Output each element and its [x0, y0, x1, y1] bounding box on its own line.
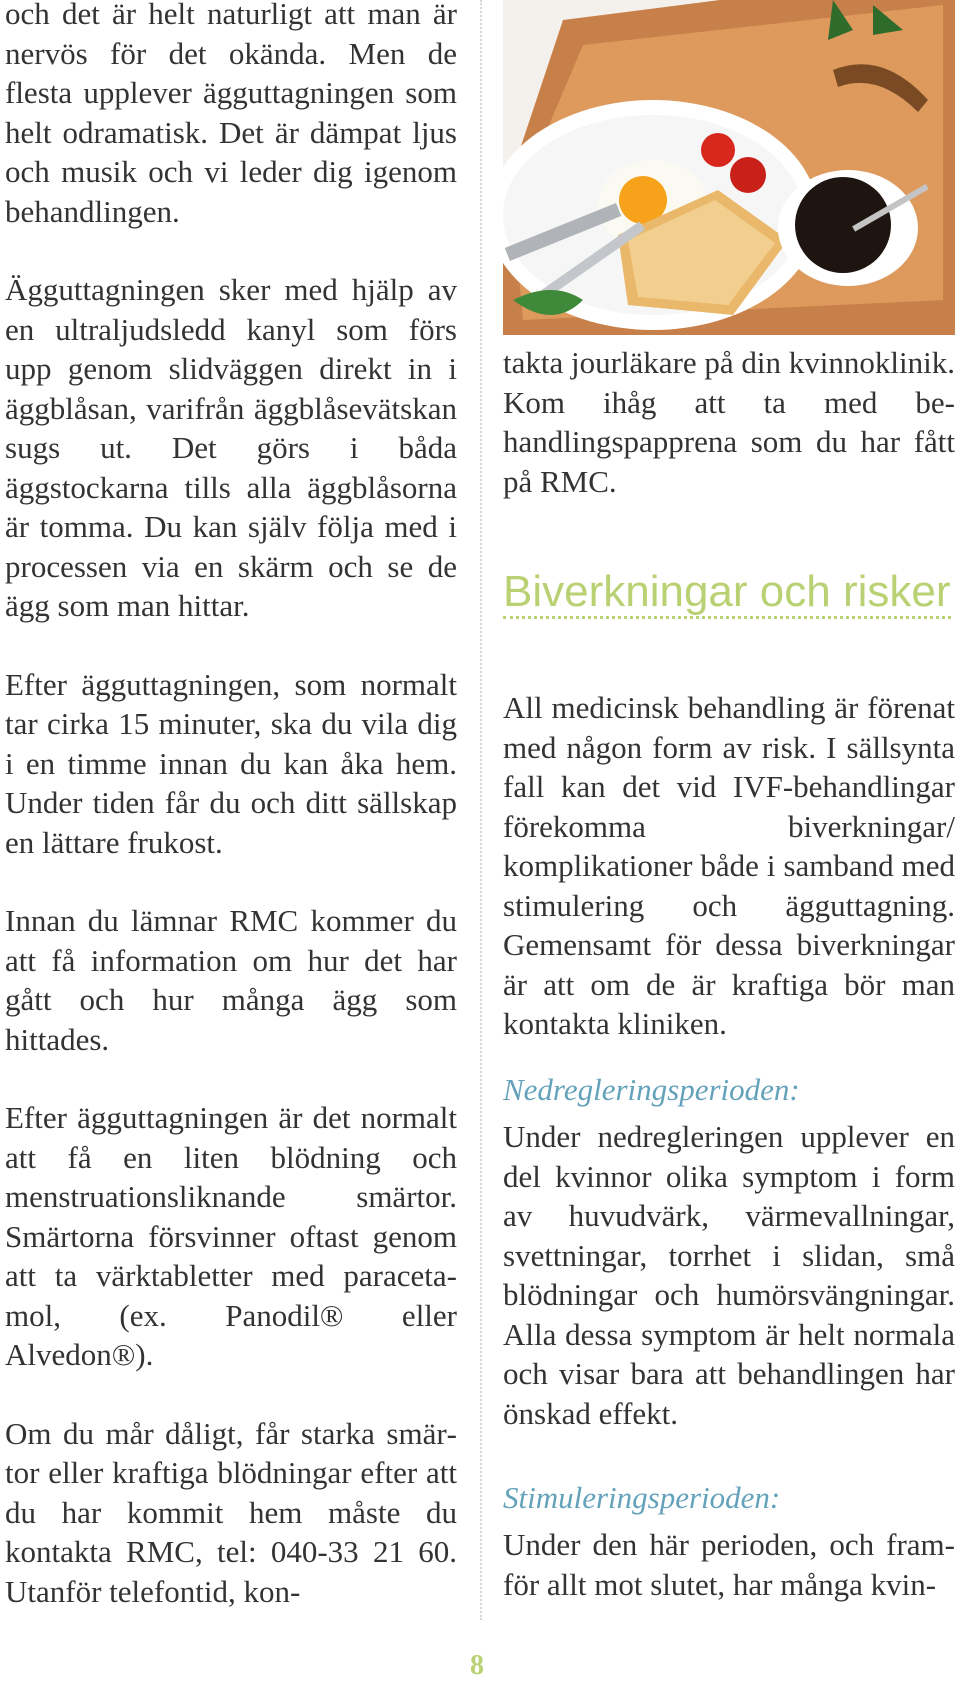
body-paragraph: och det är helt naturligt att man är nervös för det okända. Men de flesta upplever ägguttagningen som helt odramatisk. Det är dämpat ljus och musik och vi leder dig igenom behandlingen. — [5, 0, 457, 229]
body-paragraph: Efter ägguttagningen, som normalt tar cirka 15 minuter, ska du vila dig i en timme innan du kan åka hem. Under tiden får du och ditt sällskap en lättare frukost. — [5, 666, 457, 860]
body-paragraph: Ägguttagningen sker med hjälp av en ultraljudsledd kanyl som förs upp genom slidväggen direkt in i äggblåsan, varifrån äggblåsevätskan sugs ut. Det görs i båda äggstockarna tills alla äggblåsorna är tomma. Du kan själv följa med i processen via en skärm och se de ägg som man hittar. — [5, 272, 457, 623]
continuation-paragraph: takta jourläkare på din kvinnoklinik. Kom ihåg att ta med behandlingspapprena som du har fått på RMC. — [503, 345, 955, 499]
page-number: 8 — [470, 1650, 484, 1681]
subsection-paragraph: Under nedregleringen upplever en del kvinnor olika symptom i form av huvudvärk, värmevallningar, svettningar, torrhet i slidan, små blödningar och humörsvängningar. Alla dessa symptom är helt normala och visar bara att behandlingen har önskad effekt. — [503, 1119, 955, 1431]
intro-block — [503, 688, 955, 1044]
column-divider — [480, 0, 482, 1620]
breakfast-tray-illustration — [503, 0, 955, 335]
subsection-title: Nedregleringsperioden: — [503, 1072, 800, 1107]
intro-paragraph: All medicinsk behandling är förenat med någon form av risk. I sällsynta fall kan det vid IVF-behandlingar förekomma biverkningar/ komplikationer både i samband med stimulering och ägguttagning. Gemensamt för dessa biverkningar är att om de är kraftiga bör man kontakta kliniken. — [503, 690, 955, 1041]
subsection-1 — [503, 1070, 955, 1433]
left-column — [5, 0, 457, 1611]
subsection-2 — [503, 1478, 955, 1604]
section-heading-block — [503, 567, 955, 617]
body-paragraph: Om du mår dåligt, får starka smärtor eller kraftiga blödningar efter att du har kommit hem måste du kontakta RMC, tel: 040-33 21 60. Utanför telefontid, kon- — [5, 1415, 457, 1609]
body-paragraph: Efter ägguttagningen är det normalt att få en liten blödning och menstruationsliknande smärtor. Smärtorna försvinner oftast genom att ta värktabletter med paracetamol, (ex. Panodil® eller Alvedon®). — [5, 1100, 457, 1372]
breakfast-tray-photo — [503, 0, 955, 335]
section-heading: Biverkningar och risker — [503, 567, 955, 617]
subsection-paragraph: Under den här perioden, och framför allt mot slutet, har många kvin- — [503, 1527, 955, 1602]
subsection-title: Stimuleringsperioden: — [503, 1480, 781, 1515]
body-paragraph: Innan du lämnar RMC kommer du att få information om hur det har gått och hur många ägg som hittades. — [5, 903, 457, 1057]
continuation-block — [503, 343, 955, 501]
